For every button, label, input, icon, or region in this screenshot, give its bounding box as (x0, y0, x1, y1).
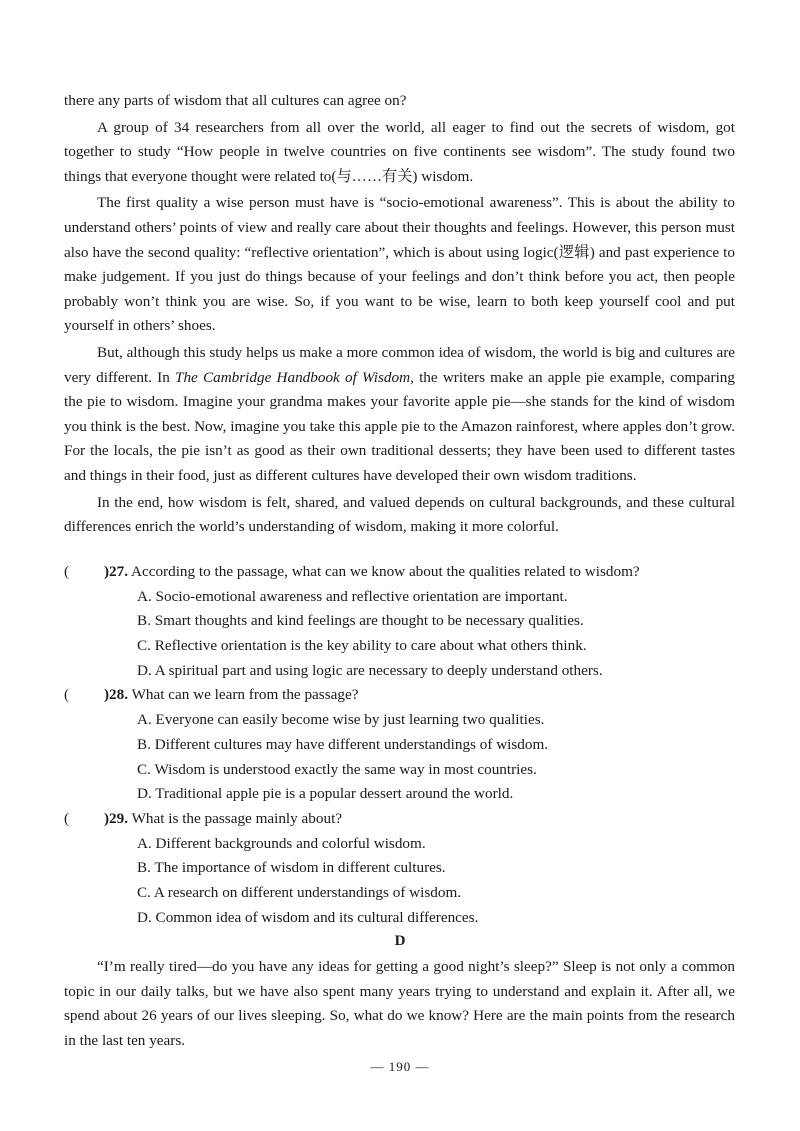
question-number: )28. (104, 686, 129, 704)
passage-c-paragraph-2: The first quality a wise person must have is “socio-emotional awareness”. This is about the ability to understand others’ points of view and really care about their thoughts and feelings. However, this person must also have the second quality: “reflective orientation”, which is about using logic(逻辑) and past experience to make judgement. If you just do things because of your feelings and don’t think before you act, then people probably won’t think you are wise. So, if you want to be wise, learn to both keep yourself cool and put yourself in others’ shoes. (64, 194, 735, 335)
question-number: )29. (104, 809, 129, 827)
option-c[interactable]: C. Wisdom is understood exactly the same way in most countries. (137, 760, 537, 778)
question-stem (104, 560, 640, 585)
question-stem-row (64, 683, 744, 708)
option-d[interactable]: D. A spiritual part and using logic are necessary to deeply understand others. (137, 661, 603, 679)
question-stem (104, 683, 358, 708)
question-27 (64, 560, 744, 683)
option-d[interactable]: D. Common idea of wisdom and its cultural differences. (137, 908, 479, 926)
option-a[interactable]: A. Socio-emotional awareness and reflective orientation are important. (137, 587, 568, 605)
option-c[interactable]: C. A research on different understandings of wisdom. (137, 883, 462, 901)
option-b[interactable]: B. Different cultures may have different understandings of wisdom. (137, 735, 549, 753)
option-a[interactable]: A. Different backgrounds and colorful wisdom. (137, 834, 426, 852)
question-stem (104, 807, 342, 832)
option-c[interactable]: C. Reflective orientation is the key ability to care about what others think. (137, 637, 587, 655)
paragraph-3-text-before: But, although this study helps us make a more common idea of wisdom, the world is big and cultures are very different. In (64, 343, 735, 386)
question-number: )27. (104, 563, 129, 580)
passage-c-paragraph-4: In the end, how wisdom is felt, shared, and valued depends on cultural backgrounds, and these cultural differences enrich the world’s understanding of wisdom, making it more colorful. (64, 493, 735, 536)
passage-c-paragraph-3 (64, 341, 735, 489)
question-text: What can we learn from the passage? (131, 686, 359, 704)
answer-blank[interactable]: ( (64, 809, 70, 827)
question-text: What is the passage mainly about? (131, 809, 343, 827)
answer-blank[interactable]: ( (64, 563, 70, 580)
option-b[interactable]: B. Smart thoughts and kind feelings are thought to be necessary qualities. (137, 612, 584, 630)
question-stem-row (64, 807, 744, 832)
question-29 (64, 807, 744, 930)
passage-c (64, 89, 735, 542)
question-list (64, 560, 744, 930)
option-d[interactable]: D. Traditional apple pie is a popular dessert around the world. (137, 785, 514, 803)
question-stem-row (64, 560, 744, 585)
passage-d-paragraph-1: “I’m really tired—do you have any ideas for getting a good night’s sleep?” Sleep is not only a common topic in our daily talks, but we have also spent many years trying to understand and explain it. After all, we spend about 26 years of our lives sleeping. So, what do we know? Here are the main points from the research in the last ten years. (64, 958, 735, 1049)
answer-blank[interactable]: ( (64, 686, 70, 704)
page-number: — 190 — (370, 1059, 430, 1074)
paragraph-3-text-after: , the writers make an apple pie example, comparing the pie to wisdom. Imagine your grandma makes your favorite apple pie—she stands for the kind of wisdom you think is the best. Now, imagine you take this apple pie to the Amazon rainforest, where apples don’t grow. For the locals, the pie isn’t as good as their own traditional desserts; they have been used to different tastes and things in their food, just as different cultures have developed their own wisdom traditions. (64, 368, 735, 484)
question-28 (64, 683, 744, 806)
passage-c-continued-line: there any parts of wisdom that all cultures can agree on? (64, 92, 407, 109)
option-a[interactable]: A. Everyone can easily become wise by just learning two qualities. (137, 711, 545, 729)
question-text: According to the passage, what can we know about the qualities related to wisdom? (131, 563, 640, 580)
section-d-title: D (394, 933, 406, 949)
passage-d (64, 955, 735, 1055)
book-title: The Cambridge Handbook of Wisdom (175, 368, 411, 386)
passage-c-paragraph-1: A group of 34 researchers from all over the world, all eager to find out the secrets of wisdom, got together to study “How people in twelve countries on five continents see wisdom”. The study found two things that everyone thought were related to(与……有关) wisdom. (64, 118, 735, 185)
option-b[interactable]: B. The importance of wisdom in different cultures. (137, 859, 446, 877)
